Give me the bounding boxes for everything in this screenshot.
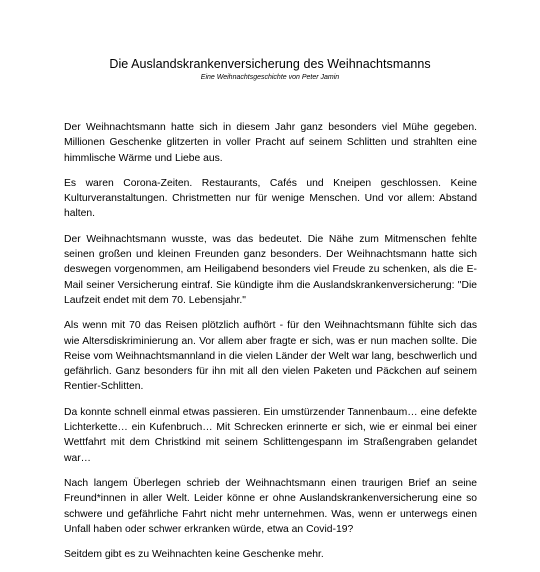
paragraph: Der Weihnachtsmann wusste, was das bedeutet. Die Nähe zum Mitmenschen fehlte seinen großen und kleinen Freunden ganz besonders. Der Weihnachtsmann hatte sich deswegen vorgenommen, am Heiligabend besonders viel Freude zu schenken, als die E-Mail seiner Versicherung eintraf. Sie kündigte ihm die Auslandskrankenversicherung: "Die Laufzeit endet mit dem 70. Lebensjahr." bbox=[64, 233, 477, 306]
story-body bbox=[64, 120, 477, 572]
paragraph: Es waren Corona-Zeiten. Restaurants, Cafés und Kneipen geschlossen. Keine Kulturveranstaltungen. Christmetten nur für wenige Menschen. Und vor allem: Abstand halten. bbox=[64, 177, 477, 220]
paragraph: Als wenn mit 70 das Reisen plötzlich aufhört - für den Weihnachtsmann fühlte sich das wie Altersdiskriminierung an. Vor allem aber fragte er sich, was er nun machen sollte. Die Reise vom Weihnachtsmannland in die vielen Länder der Welt war lang, beschwerlich und gefährlich. Ganz besonders für ihn mit all den vielen Paketen und Päckchen auf seinem Rentier-Schlitten. bbox=[64, 320, 477, 393]
paragraph: Seitdem gibt es zu Weihnachten keine Geschenke mehr. bbox=[64, 549, 324, 561]
paragraph: Nach langem Überlegen schrieb der Weihnachtsmann einen traurigen Brief an seine Freund*innen in aller Welt. Leider könne er ohne Auslandskrankenversicherung eine so schwere und gefährliche Fahrt nicht mehr unternehmen. Was, wenn er unterwegs einen Unfall haben oder schwer erkranken würde, etwa an Covid-19? bbox=[64, 477, 477, 535]
document-title: Die Auslandskrankenversicherung des Weihnachtsmanns bbox=[109, 57, 431, 71]
paragraph: Der Weihnachtsmann hatte sich in diesem Jahr ganz besonders viel Mühe gegeben. Millionen Geschenke glitzerten in voller Pracht auf seinem Schlitten und strahlten eine himmlische Wärme und Liebe aus. bbox=[64, 122, 477, 164]
paragraph: Da konnte schnell einmal etwas passieren. Ein umstürzender Tannenbaum… eine defekte Lichterkette… ein Kufenbruch… Mit Schrecken erinnerte er sich, wie er einmal bei einer Wettfahrt mit dem Christkind mit seinem Schlittengespann im Straßengraben gelandet war… bbox=[64, 406, 477, 464]
document-subtitle: Eine Weihnachtsgeschichte von Peter Jamin bbox=[200, 74, 340, 81]
